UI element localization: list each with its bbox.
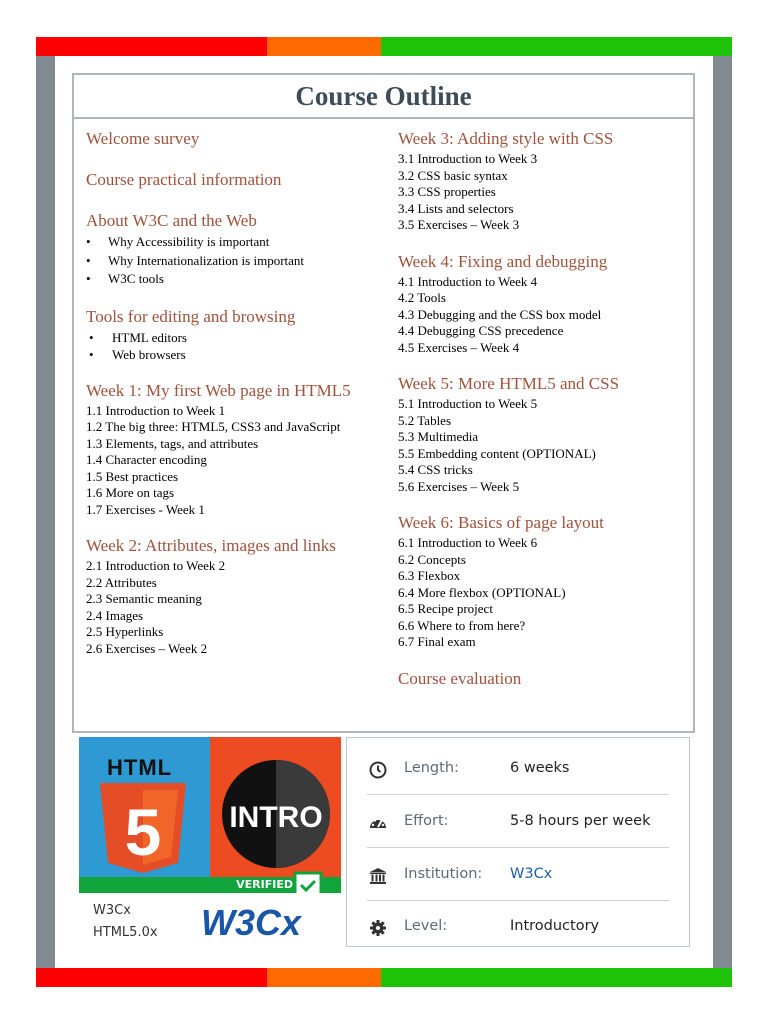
list-item: • Why Accessibility is important [108, 233, 386, 252]
section-title: Week 1: My first Web page in HTML5 [86, 380, 351, 400]
info-label: Length: [404, 760, 459, 776]
list-item: 3.4 Lists and selectors [398, 200, 514, 216]
list-item: 2.2 Attributes [86, 574, 157, 590]
stripe-green [381, 968, 732, 987]
list-item: 1.4 Character encoding [86, 452, 207, 467]
section-about-w3c [86, 211, 386, 289]
html5-shield-icon [100, 783, 186, 873]
html-label: HTML [107, 755, 173, 780]
list-item: 3.3 CSS properties [398, 184, 496, 199]
institution-link[interactable]: W3Cx [510, 866, 553, 882]
info-row-level [367, 900, 669, 952]
list-item: 4.4 Debugging CSS precedence [398, 323, 564, 338]
list-item: 6.2 Concepts [398, 551, 466, 567]
course-outline-box [72, 73, 695, 733]
list-item: 5.1 Introduction to Week 5 [398, 396, 538, 411]
info-value: 5-8 hours per week [510, 813, 651, 829]
section-title: Tools for editing and browsing [86, 306, 296, 326]
clock-icon [369, 761, 387, 779]
section-title: Week 5: More HTML5 and CSS [398, 374, 620, 393]
section-week3 [398, 129, 698, 234]
list-item: 1.6 More on tags [86, 485, 175, 500]
info-value: 6 weeks [510, 760, 570, 776]
list-item: 5.3 Multimedia [398, 429, 479, 444]
gear-icon [369, 919, 387, 937]
section-week6 [398, 513, 698, 651]
section-title: About W3C and the Web [86, 211, 257, 230]
list-item: 2.3 Semantic meaning [86, 591, 202, 606]
bottom-color-stripe [36, 968, 732, 987]
course-practical-info: Course practical information [86, 170, 282, 189]
top-color-stripe [36, 37, 732, 56]
info-label: Institution: [404, 866, 483, 882]
list-item: 4.3 Debugging and the CSS box model [398, 306, 602, 322]
list-item: 3.5 Exercises – Week 3 [398, 217, 520, 232]
w3cx-logo-text: W3Cx [201, 902, 302, 943]
info-row-length [367, 742, 669, 795]
list-item: 6.6 Where to from here? [398, 617, 526, 633]
list-item: 4.1 Introduction to Week 4 [398, 273, 538, 289]
list-item: 5.4 CSS tricks [398, 462, 473, 477]
section-week1 [86, 381, 386, 519]
info-label: Effort: [404, 813, 449, 829]
stripe-green [381, 37, 732, 56]
list-item: 1.7 Exercises - Week 1 [86, 501, 205, 517]
section-title: Week 3: Adding style with CSS [398, 129, 614, 148]
list-item: 3.1 Introduction to Week 3 [398, 151, 538, 166]
left-column [86, 129, 386, 675]
section-title: Week 6: Basics of page layout [398, 513, 604, 532]
stripe-orange [267, 968, 381, 987]
course-evaluation: Course evaluation [398, 668, 522, 688]
list-item: 6.1 Introduction to Week 6 [398, 535, 538, 550]
section-title: Week 2: Attributes, images and links [86, 536, 336, 555]
list-item: • W3C tools [108, 270, 386, 289]
intro-text: INTRO [229, 801, 323, 834]
course-info-panel [346, 737, 690, 947]
list-item: 1.2 The big three: HTML5, CSS3 and JavaScript [86, 419, 341, 434]
list-item: 2.5 Hyperlinks [86, 624, 164, 639]
list-item: 2.1 Introduction to Week 2 [86, 558, 226, 573]
right-column [398, 129, 698, 691]
list-item: 4.2 Tools [398, 290, 446, 305]
list-item: 6.3 Flexbox [398, 568, 461, 583]
list-item: 5.2 Tables [398, 412, 452, 428]
list-item: 1.5 Best practices [86, 468, 179, 484]
list-item: 5.6 Exercises – Week 5 [398, 478, 520, 494]
institution-icon [369, 867, 387, 885]
info-value: Introductory [510, 918, 600, 934]
speedometer-icon [369, 814, 387, 832]
course-badge [79, 737, 341, 947]
list-item: 2.4 Images [86, 607, 144, 623]
list-item: • Web browsers [112, 346, 386, 363]
page-title: Course Outline [295, 81, 472, 111]
section-title: Week 4: Fixing and debugging [398, 251, 608, 271]
section-week2 [86, 536, 386, 657]
section-tools [86, 307, 386, 363]
bullet-list [86, 233, 386, 289]
list-item: 1.1 Introduction to Week 1 [86, 402, 226, 418]
w3cx-logo [201, 901, 302, 943]
stripe-orange [267, 37, 381, 56]
badge-org: W3Cx [93, 903, 131, 918]
title-bar [74, 75, 693, 119]
shield-digit: 5 [124, 795, 162, 869]
badge-course-code: HTML5.0x [93, 925, 158, 940]
info-row-effort [367, 795, 669, 848]
list-item: • HTML editors [112, 329, 386, 346]
intro-circle-icon [221, 759, 331, 869]
bullet-list [86, 329, 386, 363]
list-item: 4.5 Exercises – Week 4 [398, 339, 520, 355]
list-item: 6.5 Recipe project [398, 601, 493, 616]
stripe-red [36, 37, 267, 56]
list-item: 6.7 Final exam [398, 634, 476, 649]
section-week4 [398, 252, 698, 357]
list-item: • Why Internationalization is important [108, 252, 386, 271]
verified-label: VERIFIED [236, 878, 293, 891]
info-row-institution [367, 848, 669, 901]
stripe-red [36, 968, 267, 987]
section-week5 [398, 374, 698, 495]
welcome-survey: Welcome survey [86, 129, 200, 148]
list-item: 2.6 Exercises – Week 2 [86, 640, 208, 656]
list-item: 6.4 More flexbox (OPTIONAL) [398, 584, 566, 600]
info-label: Level: [404, 918, 448, 934]
list-item: 5.5 Embedding content (OPTIONAL) [398, 445, 596, 461]
list-item: 1.3 Elements, tags, and attributes [86, 435, 259, 451]
list-item: 3.2 CSS basic syntax [398, 167, 508, 183]
